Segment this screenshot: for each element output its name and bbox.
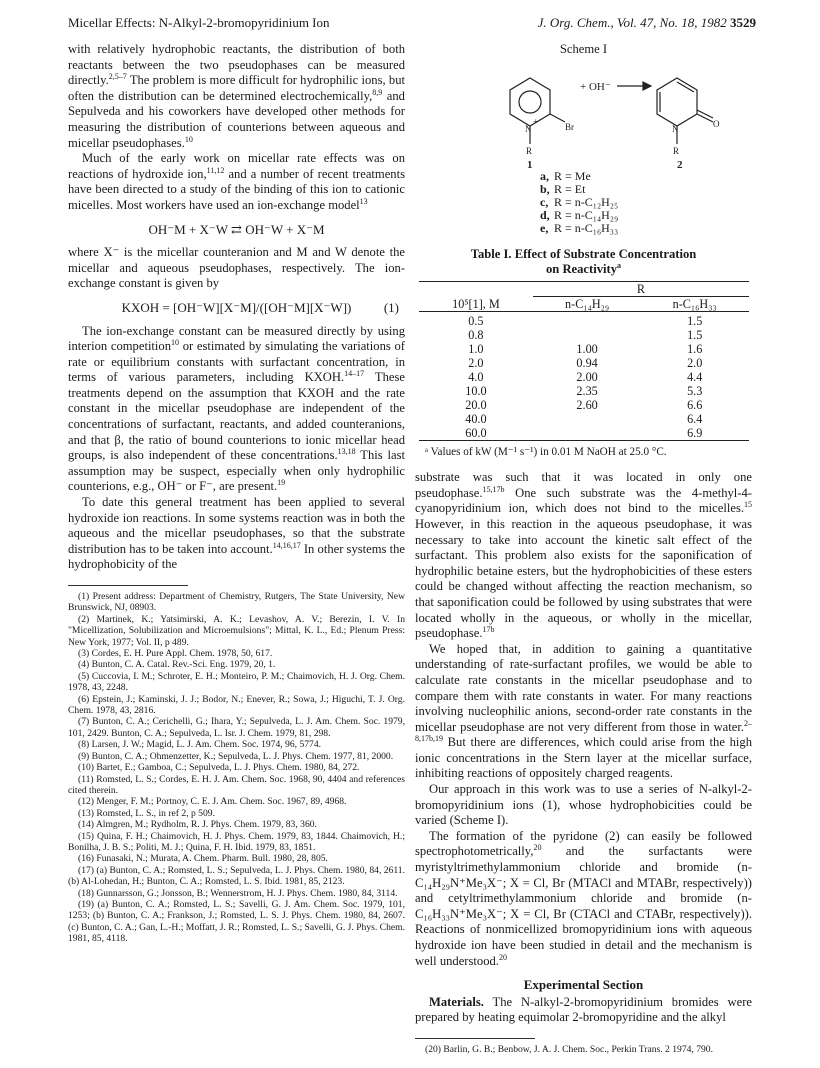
left-column — [68, 42, 405, 945]
equation-1: KXOH = [OH⁻W][X⁻M]/([OH⁻M][X⁻W]) (1) — [121, 299, 399, 315]
table-cell: 4.4 — [687, 369, 703, 384]
footnote: (11) Romsted, L. S.; Cordes, E. H. J. Am. Chem. Soc. 1968, 90, 4404 and references cited therein. — [68, 773, 405, 796]
footnote: (9) Bunton, C. A.; Ohmenzetter, K.; Sepulveda, L. J. Phys. Chem. 1977, 81, 2000. — [78, 750, 394, 762]
table-row — [419, 328, 749, 342]
footnote: (6) Epstein, J.; Kaminski, J. J.; Bodor, N.; Enever, R.; Sowa, J.; Higuchi, T. J. Org. Chem. 1978, 43, 2816. — [68, 693, 405, 717]
table-caption: Table I. Effect of Substrate Concentration on Reactivity$^a$ — [470, 246, 697, 276]
running-title: Micellar Effects: N-Alkyl-2-bromopyridinium Ion — [68, 15, 330, 30]
paragraph: Materials. The N-alkyl-2-bromopyridinium bromides were prepared by heating equimolar 2-bromopyridine and the alkyl — [415, 994, 752, 1025]
r-group-item: e, R = n-C₁₆H₃₃ — [540, 220, 619, 235]
footnote-rule — [68, 585, 188, 586]
footnote: (1) Present address: Department of Chemistry, Rutgers, The State University, New Brunswick, NJ, 08903. — [68, 591, 405, 614]
table-row — [419, 370, 749, 384]
footnote: (18) Gunnarsson, G.; Jonsson, B.; Wennerstrom, H. J. Phys. Chem. 1980, 84, 3114. — [78, 887, 398, 899]
atom-n-label: N — [672, 123, 679, 134]
table-cell: 20.0 — [465, 397, 487, 412]
paragraph: Our approach in this work was to use a series of N-alkyl-2-bromopyridinium ions (1), whose hydrophobicities could be varied (Scheme I). — [415, 782, 752, 828]
atom-r-label: R — [673, 145, 680, 156]
reaction-arrow-icon — [617, 82, 651, 90]
footnote: (4) Bunton, C. A. Catal. Rev.-Sci. Eng. 1979, 20, 1. — [78, 659, 276, 671]
table-row — [419, 384, 749, 398]
table-cell — [533, 426, 641, 441]
footnote: (19) (a) Bunton, C. A.; Romsted, L. S.; Savelli, G. J. Am. Chem. Soc. 1979, 101, 1253; (b) Bunton, C. A.; Frankson, J.; Romsted, L. S. J. Phys. Chem. 1980, 84, 2607. (c) Bunton, C. A.; Gan, L.-H.; Moffatt, J. R.; Romsted, L. S.; Savelli, G. J. Phys. Chem. 1981, 85, 4118. — [68, 898, 405, 945]
footnote: (17) (a) Bunton, C. A.; Romsted, L. S.; Sepulveda, L. J. Phys. Chem. 1980, 84, 2611. (b) Al-Lohedan, H.; Bunton, C. A.; Romsted, L. S. Ibid. 1981, 85, 2123. — [68, 864, 405, 888]
table-cell: 6.9 — [687, 425, 703, 440]
r-group-item: a, R = Me — [540, 168, 591, 183]
table-cell: 40.0 — [465, 411, 487, 426]
table-cell: 5.3 — [687, 383, 703, 398]
footnote: (8) Larsen, J. W.; Magid, L. J. Am. Chem. Soc. 1974, 96, 5774. — [78, 739, 322, 751]
paragraph: where X⁻ is the micellar counteranion and M and W denote the micellar and aqueous pseudophases, respectively. The ion-exchange constant is given by — [68, 245, 405, 291]
paragraph: The formation of the pyridone (2) can easily be followed spectrophotometrically,$^{20}$ and the surfactants were myristyltrimethylammonium chloride and bromide (n-C₁₄H₂₉N⁺Me₃X⁻; X = Cl, Br (MTACl and MTABr, respectively)) and cetyltrimethylammonium chloride and bromide (n-C₁₆H₃₃N⁺Me₃X⁻; X = Cl, Br (CTACl and CTABr, respectively)). Reactions of nonmicellized bromopyridinium ions with aqueous hydroxide ion have been studied in detail and the mechanism is well understood.$^{20}$ — [415, 828, 752, 968]
footnote: (5) Cuccovia, I. M.; Schroter, E. H.; Monteiro, P. M.; Chaimovich, H. J. Org. Chem. 1978, 43, 2248. — [68, 670, 405, 694]
reagent-label: + OH⁻ — [580, 80, 611, 93]
table-cell: 1.5 — [687, 313, 703, 328]
journal-name: J. Org. Chem., Vol. 47, No. 18, 1982 — [537, 15, 727, 30]
right-column — [415, 42, 752, 1055]
footnote: (10) Bartet, E.; Gamboa, C.; Sepulveda, L. J. Phys. Chem. 1980, 84, 272. — [78, 762, 360, 774]
r-group-item: d, R = n-C₁₄H₂₉ — [540, 207, 619, 222]
table-row — [419, 412, 749, 426]
footnote-rule — [415, 1038, 535, 1039]
footnote: (7) Bunton, C. A.; Cerichelli, G.; Ihara, Y.; Sepulveda, L. J. Am. Chem. Soc. 1979, 101, 2429. Bunton, C. A.; Sepulveda, L. Isr. J. Chem. 1979, 81, 298. — [68, 716, 405, 739]
table-cell — [533, 412, 641, 426]
paragraph: with relatively hydrophobic reactants, the distribution of both reactants between the two pseudophases can be measured directly.$^{2,5-7}$ The problem is more difficult for hydrophilic ions, but often the distribution can be determined electrochemically,$^{8,9}$ and Sepulveda and his coworkers have developed other methods for measuring the distribution of counterions between aqueous and micellar pseudophases.$^{10}$ — [68, 42, 405, 150]
r-group-list — [540, 170, 752, 235]
table-cell: 1.00 — [576, 341, 598, 356]
footnote: (15) Quina, F. H.; Chaimovich, H. J. Phys. Chem. 1979, 83, 1844. Chaimovich, H.; Bonilha, J. B. S.; Politi, M. J.; Quina, F. H. Ibid. 1979, 83, 1851. — [68, 830, 405, 853]
table-cell: 2.60 — [576, 397, 598, 412]
table-cell: 2.0 — [687, 355, 703, 370]
charge-plus: + — [533, 116, 538, 126]
paragraph: To date this general treatment has been applied to several hydroxide ion reactions. In some systems reaction was in both the aqueous and the micellar pseudophases, so that the substrate distribution has to be taken into account.$^{14,16,17}$ In other systems the hydrophobicity of the — [68, 495, 405, 572]
table-cell: 0.5 — [468, 313, 484, 328]
paragraph: The ion-exchange constant can be measured directly by using interion competition$^{10}$ or estimated by simulating the variations of rate or equilibrium constants with surfactant concentration, in terms of various parameters, including KXOH.$^{14-17}$ These treatments depend on the assumption that KXOH and the rate constant in the micellar pseudophase are independent of the concentrations of surfactant, reactants, and added counteranions, and that β, the ratio of bound counterions to ionic micellar head groups, is also independent of these concentrations.$^{13,18}$ This last assumption may be suspect, especially when only hydrophilic counterions, e.g., OH⁻ or F⁻, are present.$^{19}$ — [68, 323, 405, 494]
paragraph: We hoped that, in addition to gaining a quantitative understanding of rate-surfactant profiles, we would be able to calculate rate constants in the micellar pseudophase and to compare them with rate constants in water. For many reactions involving nucleophilic anions, second-order rate constants in the micellar pseudophase are not very different from those in water.$^{2-8,17b,19}$ But there are differences, which could arise from the high ionic concentrations in the Stern layer at the micellar surface, inhibiting reactions of oppositely charged reagents. — [415, 641, 752, 781]
table-cell — [533, 314, 641, 328]
atom-o-label: O — [713, 118, 720, 129]
paragraph: Much of the early work on micellar rate effects was on reactions of hydroxide ion,$^{11,12}$ and a number of recent treatments have been directed to a study of the binding of this ion to cationic micelles. Most workers have used an ion-exchange model$^{13}$ — [68, 151, 405, 212]
reactivity-table — [419, 281, 749, 442]
group-header: R — [636, 281, 645, 296]
atom-n-label: N — [525, 123, 532, 134]
footnote: (3) Cordes, E. H. Pure Appl. Chem. 1978, 50, 617. — [78, 648, 273, 660]
table-row — [419, 426, 749, 441]
table-cell: 1.6 — [687, 341, 703, 356]
table-footnote: ᵃ Values of kW (M⁻¹ s⁻¹) in 0.01 M NaOH at 25.0 °C. — [425, 445, 667, 458]
column-header: n-C₁₄H₂₉ — [565, 296, 610, 311]
compound-2-label: 2 — [677, 158, 683, 170]
footnote: (12) Menger, F. M.; Portnoy, C. E. J. Am. Chem. Soc. 1967, 89, 4968. — [78, 796, 347, 808]
r-group-item: b, R = Et — [540, 181, 586, 196]
table-cell — [533, 328, 641, 342]
exchange-equation: OH⁻M + X⁻W ⇄ OH⁻W + X⁻M — [148, 221, 325, 237]
column-header: 10⁵[1], M — [452, 296, 500, 311]
pyridinium-ring-icon — [510, 78, 565, 144]
column-header: n-C₁₆H₃₃ — [672, 296, 717, 311]
journal-citation — [538, 15, 756, 31]
table-cell: 6.6 — [687, 397, 703, 412]
table-cell: 2.35 — [576, 383, 598, 398]
table-row — [419, 314, 749, 328]
table-row — [419, 398, 749, 412]
paragraph: substrate was such that it was located in only one pseudophase.$^{15,17b}$ One such substrate was the 4-methyl-4-cyanopyridinium ion, which does not bind to the micelles.$^{15}$ However, in this reaction in the aqueous pseudophase, it was necessary to take into account the kinetic salt effect of the surfactant. This problem also exists for the saponification of hydrophilic betaine esters, but the hydrophobicities of these esters could be changed without affecting the reaction mechanism, so that saponification could be followed by using substrates that were located wholly in the aqueous, or wholly in the micellar, pseudophase.$^{17b}$ — [415, 470, 752, 641]
table-cell: 0.8 — [468, 327, 484, 342]
table-row — [419, 342, 749, 356]
table-cell: 1.0 — [468, 341, 484, 356]
pyridone-ring-icon — [657, 78, 713, 144]
scheme-title: Scheme I — [559, 42, 608, 56]
footnote: (16) Funasaki, N.; Murata, A. Chem. Pharm. Bull. 1980, 28, 805. — [78, 853, 328, 865]
table-cell: 6.4 — [687, 411, 703, 426]
r-group-item: c, R = n-C₁₂H₂₅ — [540, 194, 619, 209]
table-cell: 2.0 — [468, 355, 484, 370]
table-cell: 1.5 — [687, 327, 703, 342]
atom-br-label: Br — [565, 121, 574, 132]
table-cell: 4.0 — [468, 369, 484, 384]
footnote: (2) Martinek, K.; Yatsimirski, A. K.; Levashov, A. V.; Berezin, I. V. In "Micellization, Solubilization and Microemulsions"; Mittal, K. L., Ed.; Plenum Press: New York, 1977; Vol. II, p 489. — [68, 613, 405, 648]
compound-1-label: 1 — [527, 158, 533, 170]
table-cell: 60.0 — [465, 425, 487, 440]
table-cell: 10.0 — [465, 383, 487, 398]
footnote-20: (20) Barlin, G. B.; Benbow, J. A. J. Chem. Soc., Perkin Trans. 2 1974, 790. — [425, 1043, 713, 1055]
scheme-diagram — [415, 60, 752, 170]
page-number: 3529 — [730, 15, 756, 30]
section-title: Experimental Section — [523, 977, 644, 993]
table-cell: 2.00 — [576, 369, 598, 384]
footnotes — [68, 591, 405, 945]
table-row — [419, 356, 749, 370]
footnote: (14) Almgren, M.; Rydholm, R. J. Phys. Chem. 1979, 83, 360. — [78, 819, 317, 831]
table-cell: 0.94 — [576, 355, 598, 370]
atom-r-label: R — [526, 145, 533, 156]
footnote: (13) Romsted, L. S., in ref 2, p 509. — [78, 807, 215, 819]
